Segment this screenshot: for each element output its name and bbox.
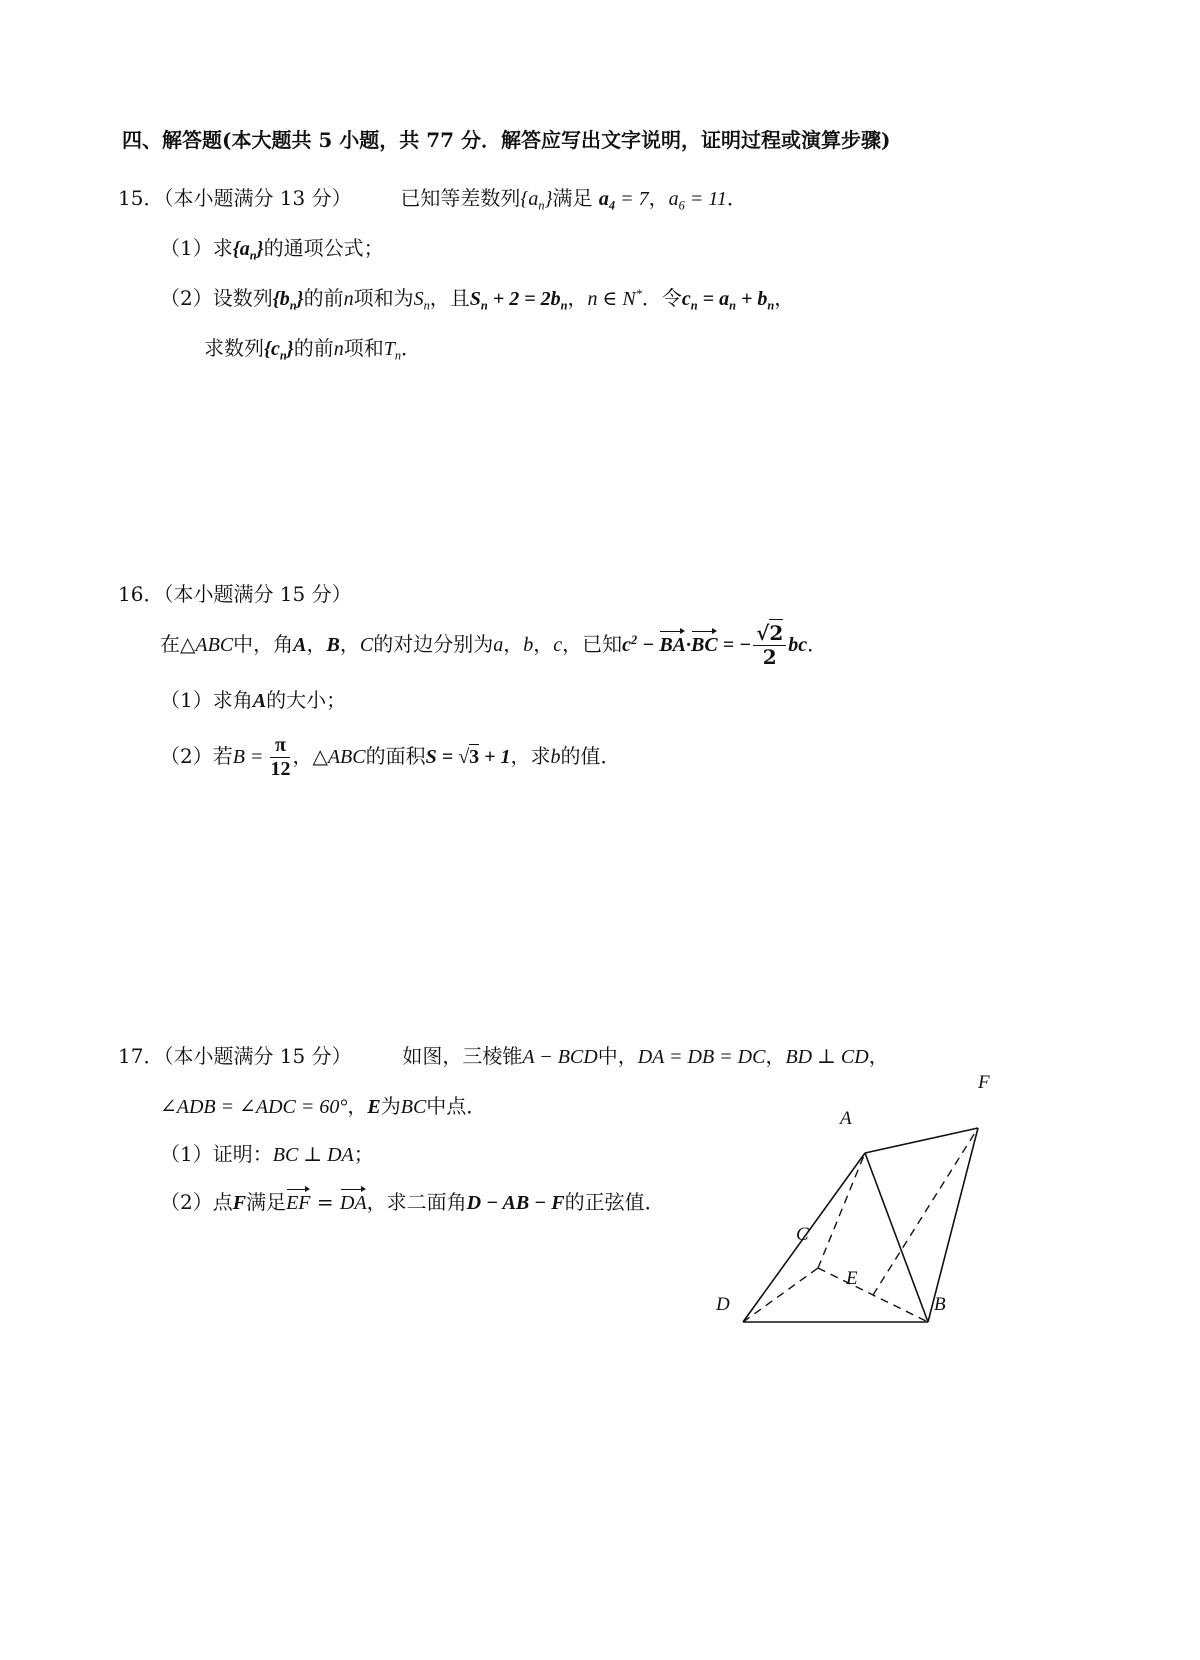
q16-heading: 16．（本小题满分 15 分）	[118, 582, 352, 606]
label-B: B	[934, 1294, 946, 1315]
q17-part2: （2）点F满足EF = DA，求二面角D − AB − F的正弦值．	[160, 1190, 665, 1214]
q16-part1: （1）求角A的大小；	[160, 688, 347, 712]
label-A: A	[840, 1108, 852, 1129]
q15-line1: 15．（本小题满分 13 分） 已知等差数列$\{a_n\}$满足 $a_4 = 7$，$a_6 = 11$．	[118, 186, 747, 213]
label-F: F	[978, 1072, 990, 1093]
q17-part1: （1）证明：BC ⊥ DA；	[160, 1142, 374, 1166]
q17-line1: 17．（本小题满分 15 分） 如图，三棱锥A − BCD中，DA = DB = DC，BD ⊥ CD，	[118, 1044, 889, 1068]
q15-heading: 15．（本小题满分 13 分）	[118, 186, 352, 210]
q17-heading: 17．（本小题满分 15 分）	[118, 1044, 352, 1068]
q15-part2-line2: 求数列$\{c_n\}$的前n项和$T_n$．	[204, 336, 422, 363]
pyramid-figure	[740, 1125, 1050, 1335]
label-D: D	[716, 1294, 730, 1315]
q15-part1: （1）求$\{a_n\}$的通项公式；	[160, 236, 384, 263]
label-E: E	[846, 1268, 858, 1289]
q17-line2: ∠ADB = ∠ADC = 60°，E为BC中点．	[160, 1094, 487, 1118]
edge-AF	[865, 1128, 978, 1153]
section-title: 四、解答题(本大题共 5 小题，共 77 分．解答应写出文字说明，证明过程或演算步骤)	[122, 128, 891, 152]
q16-part2: （2）若B = $\frac{\pi}{12}$ ，△ABC的面积S = √3 + 1，求b的值．	[160, 734, 621, 780]
q15-part2: （2）设数列$\{b_n\}$的前n项和为$S_n$，且$S_n + 2 = 2b_n$，n ∈ N*．令$c_n = a_n + b_n$，	[160, 286, 795, 313]
q16-stem: 在△ABC中，角A，B，C的对边分别为a，b，c，已知$c^2 - BA\cdot BC$ = − $\frac{√2}{2}$ bc．	[160, 621, 828, 669]
label-C: C	[796, 1224, 809, 1245]
edge-AB	[865, 1153, 928, 1322]
edge-CA	[818, 1153, 865, 1268]
edge-EF	[873, 1128, 978, 1295]
edge-FB	[928, 1128, 978, 1322]
edge-DC	[743, 1268, 818, 1322]
